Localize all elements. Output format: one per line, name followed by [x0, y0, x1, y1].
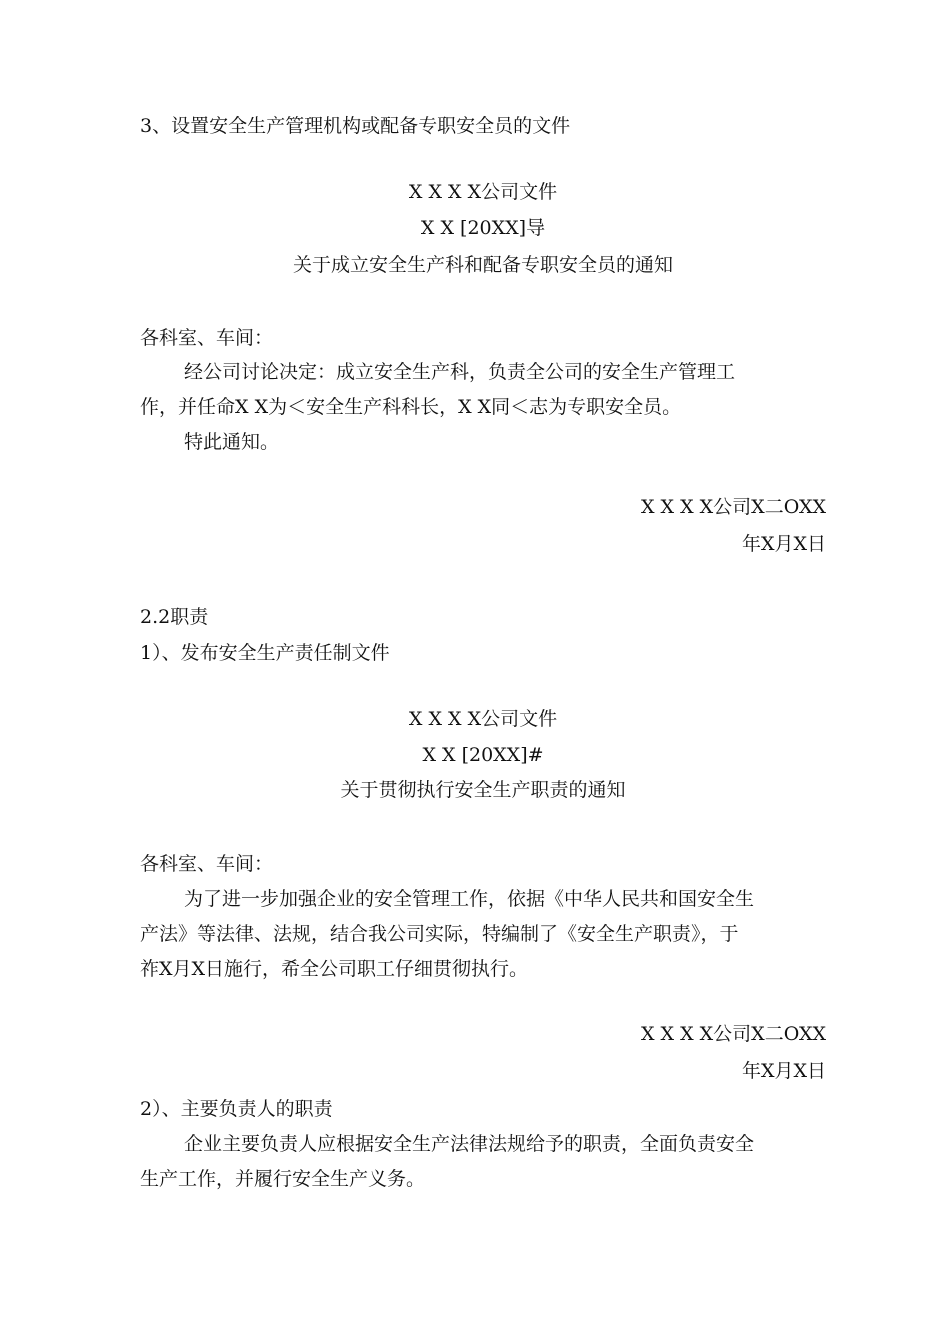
body-paragraph-line: 产法》等法律、法规，结合我公司实际，特编制了《安全生产职责》，于 — [140, 923, 739, 945]
doc-title: 关于贯彻执行安全生产职责的通知 — [340, 779, 626, 801]
section-heading: 2.2职责 — [140, 606, 209, 628]
body-paragraph-line: 祚X月X日施行，希全公司职工仔细贯彻执行。 — [140, 958, 529, 980]
subheading: 2）、主要负责人的职责 — [140, 1098, 333, 1120]
body-paragraph-line: 生产工作，并履行安全生产义务。 — [140, 1168, 426, 1190]
subheading: 1）、发布安全生产责任制文件 — [140, 642, 390, 664]
body-paragraph-line: 作，并任命X X为＜安全生产科科长，X X同＜志为专职安全员。 — [140, 396, 682, 418]
body-paragraph-line: 为了进一步加强企业的安全管理工作，依据《中华人民共和国安全生 — [184, 888, 755, 910]
doc-number: X X [20XX]导 — [420, 217, 546, 239]
body-paragraph-line: 企业主要负责人应根据安全生产法律法规给予的职责，全面负责安全 — [184, 1133, 755, 1155]
doc-header: X X X X公司文件 — [408, 708, 558, 730]
doc-header: X X X X公司文件 — [408, 181, 558, 203]
signature-line: X X X X公司X二OXX — [640, 1023, 826, 1045]
doc-title: 关于成立安全生产科和配备专职安全员的通知 — [292, 254, 673, 276]
signature-date: 年X月X日 — [741, 533, 826, 555]
signature-date: 年X月X日 — [741, 1060, 826, 1082]
doc-number: X X [20XX]# — [422, 744, 544, 766]
addressee: 各科室、车间： — [140, 327, 274, 349]
body-paragraph-line: 经公司讨论决定：成立安全生产科，负责全公司的安全生产管理工 — [184, 361, 736, 383]
closing-text: 特此通知。 — [184, 431, 280, 453]
section-heading: 3、设置安全生产管理机构或配备专职安全员的文件 — [140, 115, 571, 137]
signature-line: X X X X公司X二OXX — [640, 496, 826, 518]
addressee: 各科室、车间： — [140, 853, 274, 875]
